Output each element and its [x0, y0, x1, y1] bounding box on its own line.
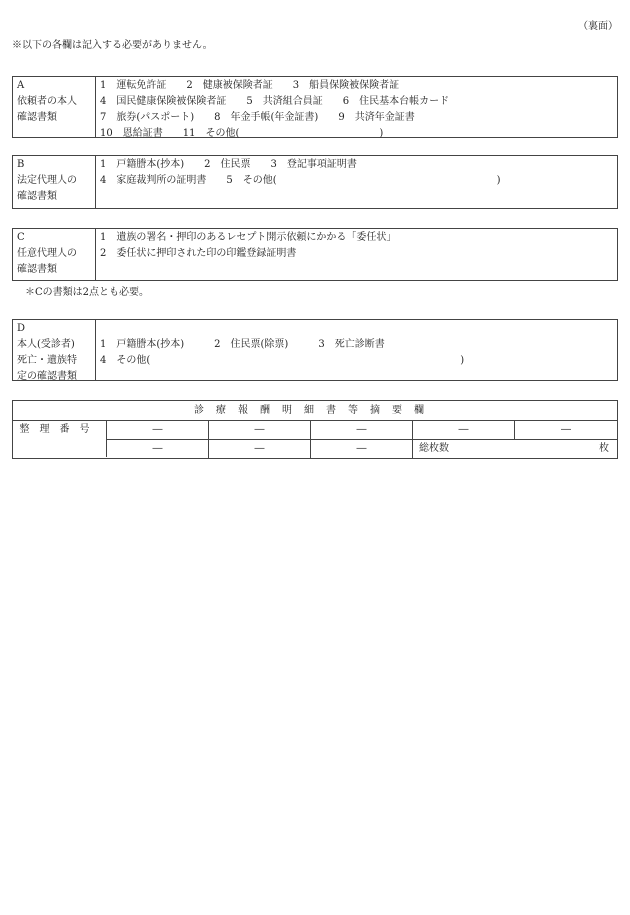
reference-cell[interactable]: ― — [209, 421, 311, 439]
section-c-items — [96, 229, 617, 280]
summary-title: 診療報酬明細書等摘要欄 — [13, 401, 617, 421]
summary-table — [12, 400, 618, 459]
section-c-label-line: 任意代理人の — [17, 248, 77, 259]
section-a-letter: A — [17, 80, 25, 91]
section-a-row: 7 旅券(パスポート) 8 年金手帳(年金証書) 9 共済年金証書 — [100, 112, 415, 123]
section-c-letter: C — [17, 232, 25, 243]
page-side-label: （裏面） — [578, 21, 618, 32]
section-d-label-line: 定の確認書類 — [17, 371, 77, 382]
section-d-label-line: 死亡・遺族特 — [17, 355, 77, 366]
section-c-row: 1 遺族の署名・押印のあるレセプト開示依頼にかかる「委任状」 — [100, 232, 397, 243]
reference-number-cells — [107, 421, 617, 458]
section-b-row: 4 家庭裁判所の証明書 5 その他( ) — [100, 175, 501, 186]
section-d-label-line: 本人(受診者) — [17, 339, 75, 350]
section-b-letter: B — [17, 159, 25, 170]
section-c-label-line: 確認書類 — [17, 264, 57, 275]
section-b-label-line: 確認書類 — [17, 191, 57, 202]
section-d — [12, 319, 618, 381]
reference-number-label: 整理番号 — [13, 421, 107, 457]
total-sheets-unit: 枚 — [599, 443, 609, 454]
section-a-items — [96, 77, 617, 137]
section-b-label-line: 法定代理人の — [17, 175, 77, 186]
section-c-label — [13, 229, 96, 280]
total-sheets-label: 総枚数 — [419, 443, 449, 454]
total-sheets-cell[interactable] — [413, 440, 617, 458]
section-d-letter: D — [17, 323, 26, 334]
section-a-label — [13, 77, 96, 137]
reference-row — [107, 421, 617, 439]
section-a-label-line: 確認書類 — [17, 112, 57, 123]
section-a — [12, 76, 618, 138]
section-c-note: ＊Cの書類は2点とも必要。 — [25, 287, 150, 298]
reference-cell[interactable]: ― — [209, 440, 311, 458]
section-b-label — [13, 156, 96, 208]
section-d-row: 4 その他( ) — [100, 355, 465, 366]
section-d-label — [13, 320, 96, 380]
section-b-row: 1 戸籍謄本(抄本) 2 住民票 3 登記事項証明書 — [100, 159, 357, 170]
section-a-row: 10 恩給証書 11 その他( ) — [100, 128, 384, 139]
top-note: ※以下の各欄は記入する必要がありません。 — [12, 40, 213, 51]
section-b — [12, 155, 618, 209]
reference-cell[interactable]: ― — [107, 440, 209, 458]
section-a-row: 1 運転免許証 2 健康被保険者証 3 船員保険被保険者証 — [100, 80, 400, 91]
section-d-row: 1 戸籍謄本(抄本) 2 住民票(除票) 3 死亡診断書 — [100, 339, 385, 350]
reference-row — [107, 439, 617, 458]
summary-grid — [13, 421, 617, 458]
reference-cell[interactable]: ― — [107, 421, 209, 439]
section-d-items — [96, 320, 617, 380]
section-c — [12, 228, 618, 281]
reference-cell[interactable]: ― — [311, 440, 413, 458]
reference-cell[interactable]: ― — [311, 421, 413, 439]
section-c-row: 2 委任状に押印された印の印鑑登録証明書 — [100, 248, 297, 259]
section-a-label-line: 依頼者の本人 — [17, 96, 77, 107]
reference-cell[interactable]: ― — [413, 421, 515, 439]
section-b-items — [96, 156, 617, 208]
reference-cell[interactable]: ― — [561, 424, 571, 435]
section-a-row: 4 国民健康保険被保険者証 5 共済組合員証 6 住民基本台帳カード — [100, 96, 450, 107]
